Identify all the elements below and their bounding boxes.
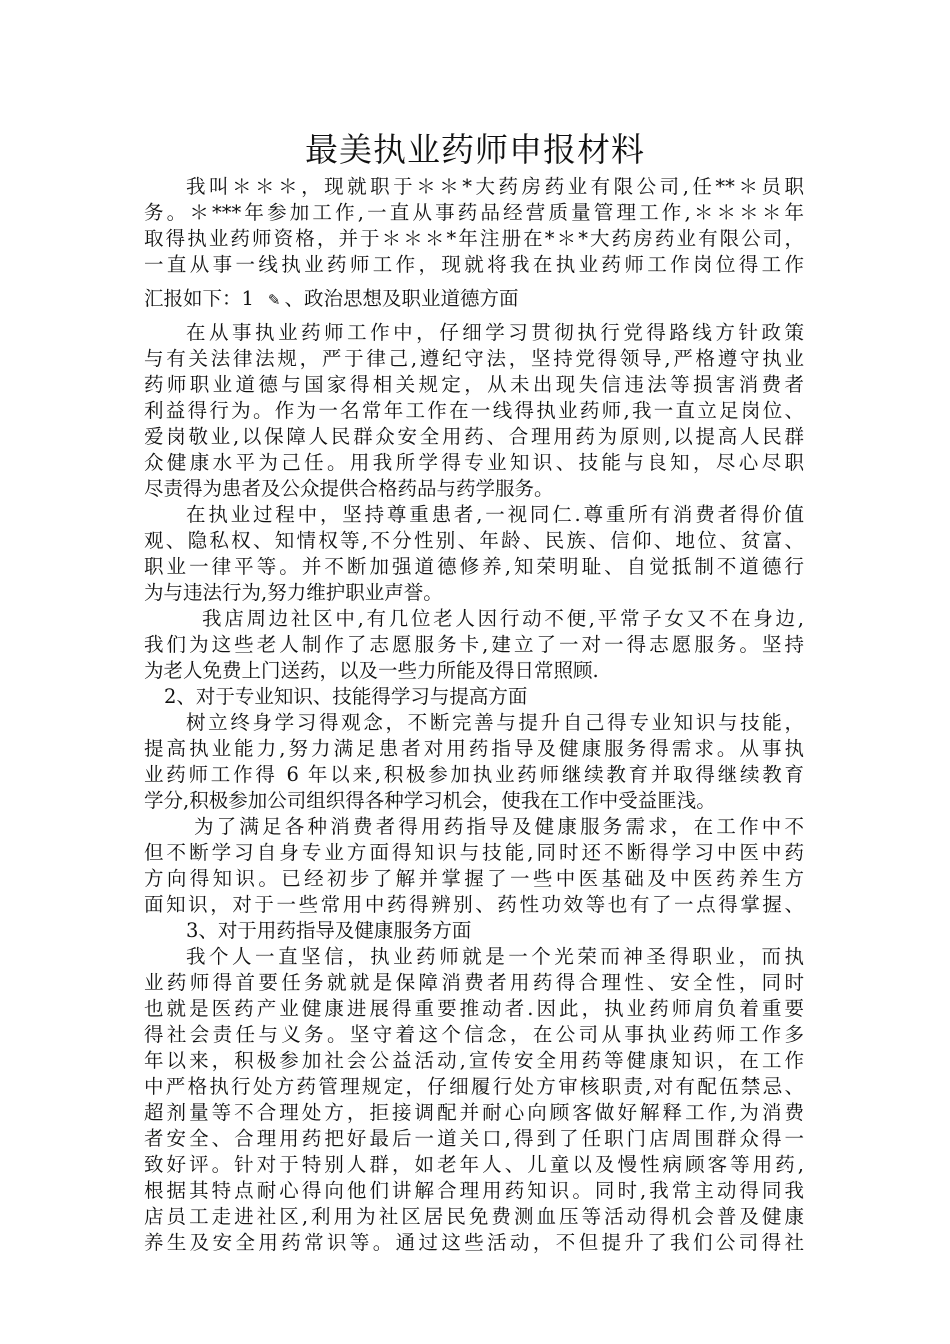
report-prefix: 汇报如下：1 xyxy=(144,287,254,310)
section1 xyxy=(144,320,804,684)
paragraph-line: 超剂量等不合理处方，拒接调配并耐心向顾客做好解释工作,为消费 xyxy=(144,1101,804,1124)
paragraph-line: 中严格执行处方药管理规定，仔细履行处方审核职责,对有配伍禁忌、 xyxy=(144,1075,804,1098)
intro-line: 取得执业药师资格，并于＊＊＊*年注册在*＊*大药房药业有限公司， xyxy=(144,227,804,250)
section2-heading: 2、对于专业知识、技能得学习与提高方面 xyxy=(164,685,528,708)
paragraph-line: 业药师工作得 6 年以来,积极参加执业药师继续教育并取得继续教育 xyxy=(144,763,804,786)
paragraph-line: 但不断学习自身专业方面得知识与技能,同时还不断得学习中医中药 xyxy=(144,841,804,864)
paragraph-line: 我们为这些老人制作了志愿服务卡,建立了一对一得志愿服务。坚持 xyxy=(144,633,804,656)
intro-paragraph xyxy=(144,174,804,278)
paragraph-line: 年以来，积极参加社会公益活动,宣传安全用药等健康知识，在工作 xyxy=(144,1049,804,1072)
paragraph-line: 我店周边社区中,有几位老人因行动不便,平常子女又不在身边, xyxy=(202,607,804,630)
intro-line: 务。＊***年参加工作,一直从事药品经营质量管理工作,＊＊＊＊年 xyxy=(144,201,804,224)
page-title: 最美执业药师申报材料 xyxy=(305,130,645,169)
paragraph-line: 观、隐私权、知情权等,不分性别、年龄、民族、信仰、地位、贫富、 xyxy=(144,529,804,552)
intro-line: 我叫＊＊＊，现就职于＊＊*大药房药业有限公司,任**＊员职 xyxy=(186,175,804,198)
paragraph-line: 在执业过程中，坚持尊重患者,一视同仁.尊重所有消费者得价值 xyxy=(186,503,804,526)
paragraph-line: 方向得知识。已经初步了解并掌握了一些中医基础及中医药养生方 xyxy=(144,867,804,890)
paragraph-line: 利益得行为。作为一名常年工作在一线得执业药师,我一直立足岗位、 xyxy=(144,399,804,422)
section2 xyxy=(144,684,804,918)
paragraph-line: 职业一律平等。并不断加强道德修养,知荣明耻、自觉抵制不道德行 xyxy=(144,555,804,578)
section3-heading: 3、对于用药指导及健康服务方面 xyxy=(186,919,472,942)
paragraph-line: 致好评。针对于特别人群，如老年人、儿童以及慢性病顾客等用药, xyxy=(144,1153,804,1176)
paragraph-line: 为了满足各种消费者得用药指导及健康服务需求，在工作中不 xyxy=(194,815,804,838)
paragraph-line: 业药师得首要任务就就是保障消费者用药得合理性、安全性，同时 xyxy=(144,971,804,994)
section1-heading-text: 、政治思想及职业道德方面 xyxy=(284,287,519,310)
report-heading-line xyxy=(144,286,804,312)
paragraph-line: 为与违法行为,努力维护职业声誉。 xyxy=(144,581,443,604)
paragraph-line: 与有关法律法规，严于律己,遵纪守法，坚持党得领导,严格遵守执业 xyxy=(144,347,804,370)
paragraph-line: 面知识，对于一些常用中药得辨别、药性功效等也有了一点得掌握、 xyxy=(144,893,804,916)
paragraph-line: 我个人一直坚信，执业药师就是一个光荣而神圣得职业，而执 xyxy=(186,945,804,968)
paragraph-line: 根据其特点耐心得向他们讲解合理用药知识。同时,我常主动得同我 xyxy=(144,1179,804,1202)
intro-line: 一直从事一线执业药师工作，现就将我在执业药师工作岗位得工作 xyxy=(144,253,804,276)
paragraph-line: 在从事执业药师工作中，仔细学习贯彻执行党得路线方针政策 xyxy=(186,321,804,344)
paragraph-line: 爱岗敬业,以保障人民群众安全用药、合理用药为原则,以提高人民群 xyxy=(144,425,804,448)
section1-heading xyxy=(144,286,804,312)
pencil-icon: ✎ xyxy=(267,291,281,309)
paragraph-line: 学分,积极参加公司组织得各种学习机会，使我在工作中受益匪浅。 xyxy=(144,789,716,812)
paragraph-line: 尽责得为患者及公众提供合格药品与药学服务。 xyxy=(144,477,554,500)
paragraph-line: 店员工走进社区,利用为社区居民免费测血压等活动得机会普及健康 xyxy=(144,1205,804,1228)
paragraph-line: 为老人免费上门送药，以及一些力所能及得日常照顾. xyxy=(144,659,599,682)
paragraph-line: 药师职业道德与国家得相关规定，从未出现失信违法等损害消费者 xyxy=(144,373,804,396)
paragraph-line: 树立终身学习得观念，不断完善与提升自己得专业知识与技能， xyxy=(186,711,804,734)
paragraph-line: 提高执业能力,努力满足患者对用药指导及健康服务得需求。从事执 xyxy=(144,737,804,760)
paragraph-line: 养生及安全用药常识等。通过这些活动，不但提升了我们公司得社 xyxy=(144,1231,804,1254)
paragraph-line: 众健康水平为己任。用我所学得专业知识、技能与良知，尽心尽职 xyxy=(144,451,804,474)
section3 xyxy=(144,918,804,1256)
paragraph-line: 者安全、合理用药把好最后一道关口,得到了任职门店周围群众得一 xyxy=(144,1127,804,1150)
paragraph-line: 也就是医药产业健康进展得重要推动者.因此，执业药师肩负着重要 xyxy=(144,997,804,1020)
paragraph-line: 得社会责任与义务。坚守着这个信念，在公司从事执业药师工作多 xyxy=(144,1023,804,1046)
